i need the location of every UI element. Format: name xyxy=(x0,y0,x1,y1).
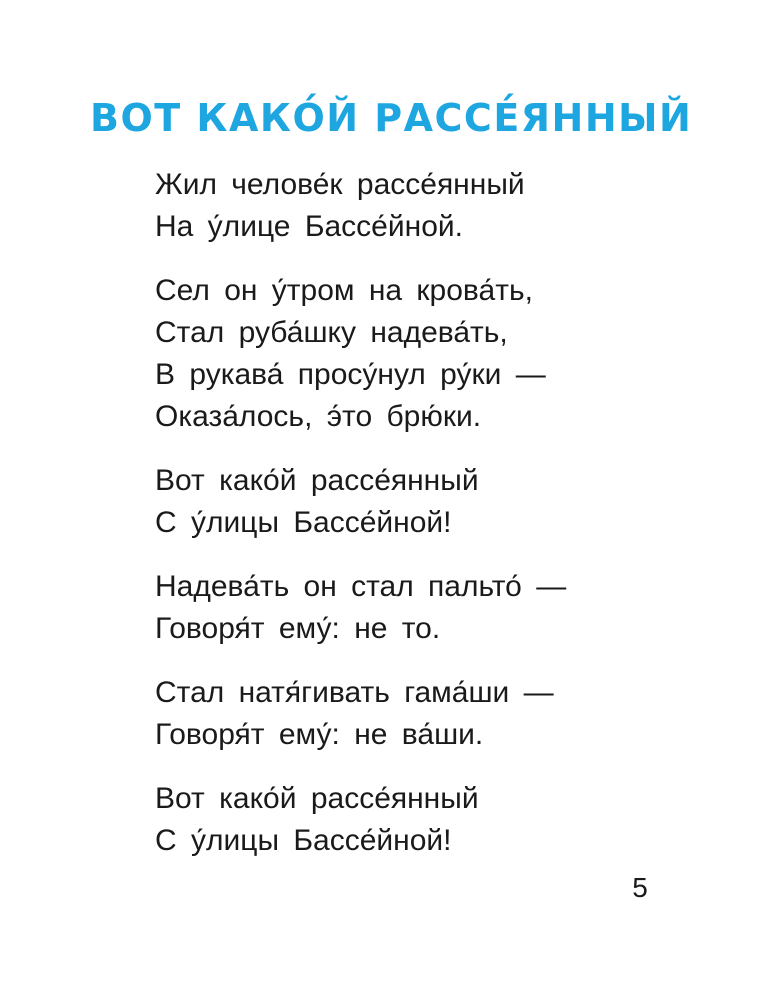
stanza-4 xyxy=(155,566,675,650)
poem-line: Стал руба́шку надева́ть, xyxy=(155,316,508,349)
page-number: 5 xyxy=(632,872,648,903)
poem-line: Стал натя́гивать гама́ши — xyxy=(155,676,554,709)
poem-line: Говоря́т ему́: не то. xyxy=(155,612,441,645)
stanza-6-refrain xyxy=(155,778,675,862)
stanza-1 xyxy=(155,164,675,248)
poem-line: Вот како́й рассе́янный xyxy=(155,464,479,497)
poem-line: Сел он у́тром на крова́ть, xyxy=(155,274,533,307)
poem-body xyxy=(155,164,675,884)
poem-title: ВОТ КАКО́Й РАССЕ́ЯННЫЙ xyxy=(90,96,693,140)
stanza-3-refrain xyxy=(155,460,675,544)
poem-line: Говоря́т ему́: не ва́ши. xyxy=(155,718,484,751)
poem-line: На у́лице Бассе́йной. xyxy=(155,210,463,243)
poem-line: С у́лицы Бассе́йной! xyxy=(155,824,452,857)
stanza-2 xyxy=(155,270,675,438)
poem-line: Вот како́й рассе́янный xyxy=(155,782,479,815)
poem-line: В рукава́ просу́нул ру́ки — xyxy=(155,358,546,391)
stanza-5 xyxy=(155,672,675,756)
poem-line: С у́лицы Бассе́йной! xyxy=(155,506,452,539)
poem-line: Надева́ть он стал пальто́ — xyxy=(155,570,567,603)
poem-line: Оказа́лось, э́то брю́ки. xyxy=(155,400,482,433)
poem-line: Жил челове́к рассе́янный xyxy=(155,168,525,201)
